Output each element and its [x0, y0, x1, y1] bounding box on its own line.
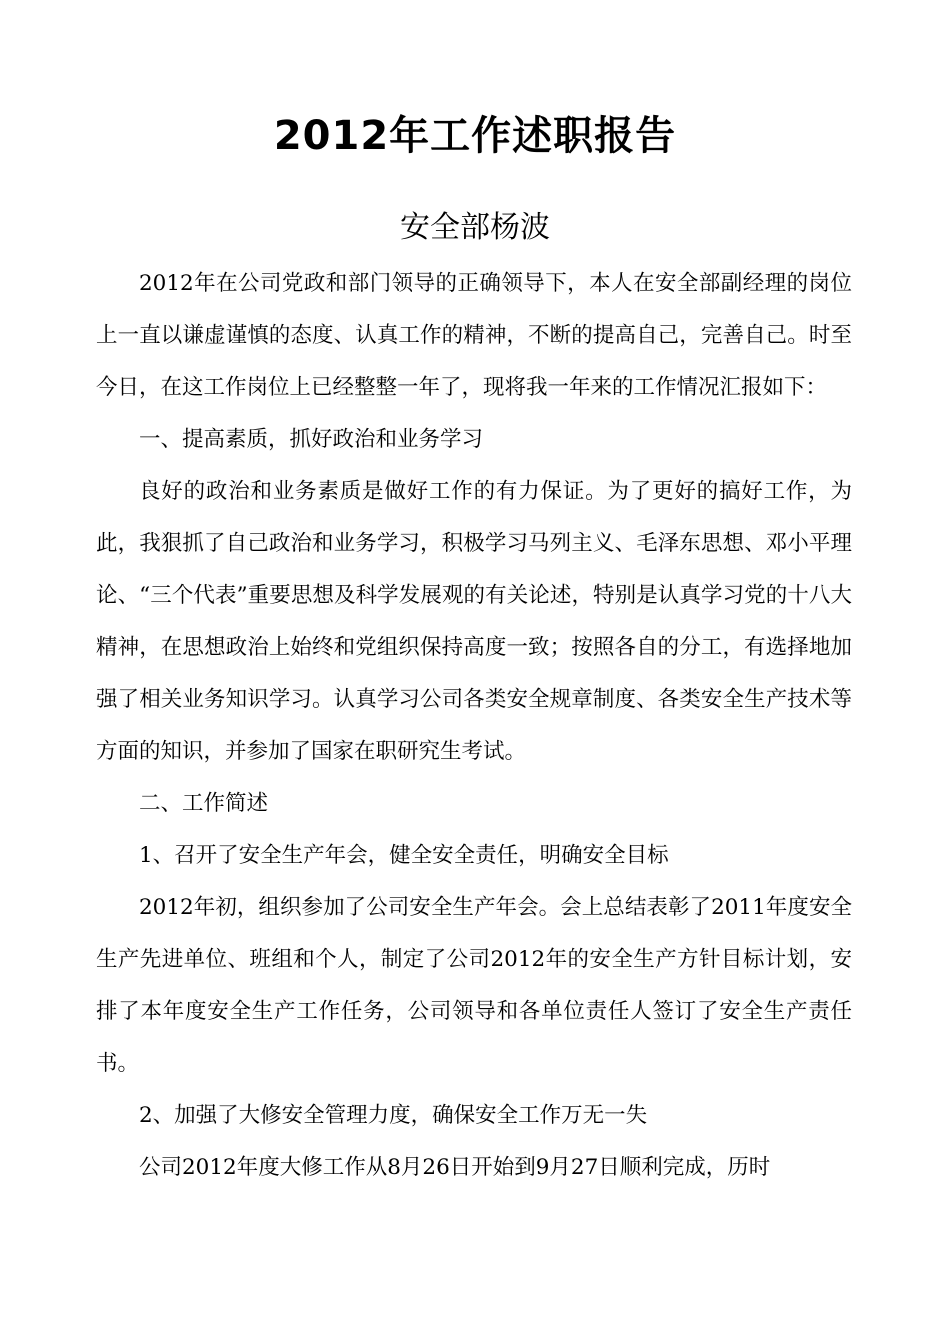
- document-title: 2012年工作述职报告: [273, 113, 677, 159]
- paragraph-overhaul: 公司2012年度大修工作从8月26日开始到9月27日顺利完成，历时: [139, 1155, 771, 1180]
- section-heading-2: 二、工作简述: [139, 791, 269, 816]
- paragraph-study: 良好的政治和业务素质是做好工作的有力保证。为了更好的搞好工作，为此，我狠抓了自己政治和业务学习，积极学习马列主义、毛泽东思想、邓小平理论、“三个代表”重要思想及科学发展观的有关论述，特别是认真学习党的十八大精神，在思想政治上始终和党组织保持高度一致；按照各自的分工，有选择地加强了相关业务知识学习。认真学习公司各类安全规章制度、各类安全生产技术等方面的知识，并参加了国家在职研究生考试。: [96, 479, 852, 764]
- document-author: 安全部杨波: [400, 210, 550, 245]
- subheading-1: 1、召开了安全生产年会，健全安全责任，明确安全目标: [139, 843, 669, 868]
- section-heading-1: 一、提高素质，抓好政治和业务学习: [139, 427, 484, 452]
- paragraph-annual-meeting: 2012年初，组织参加了公司安全生产年会。会上总结表彰了2011年度安全生产先进单位、班组和个人，制定了公司2012年的安全生产方针目标计划，安排了本年度安全生产工作任务，公司领导和各单位责任人签订了安全生产责任书。: [96, 895, 852, 1076]
- paragraph-intro: 2012年在公司党政和部门领导的正确领导下，本人在安全部副经理的岗位上一直以谦虚谨慎的态度、认真工作的精神，不断的提高自己，完善自己。时至今日，在这工作岗位上已经整整一年了，现将我一年来的工作情况汇报如下：: [96, 271, 852, 400]
- document-body: [96, 258, 852, 1194]
- subheading-2: 2、加强了大修安全管理力度，确保安全工作万无一失: [139, 1103, 648, 1128]
